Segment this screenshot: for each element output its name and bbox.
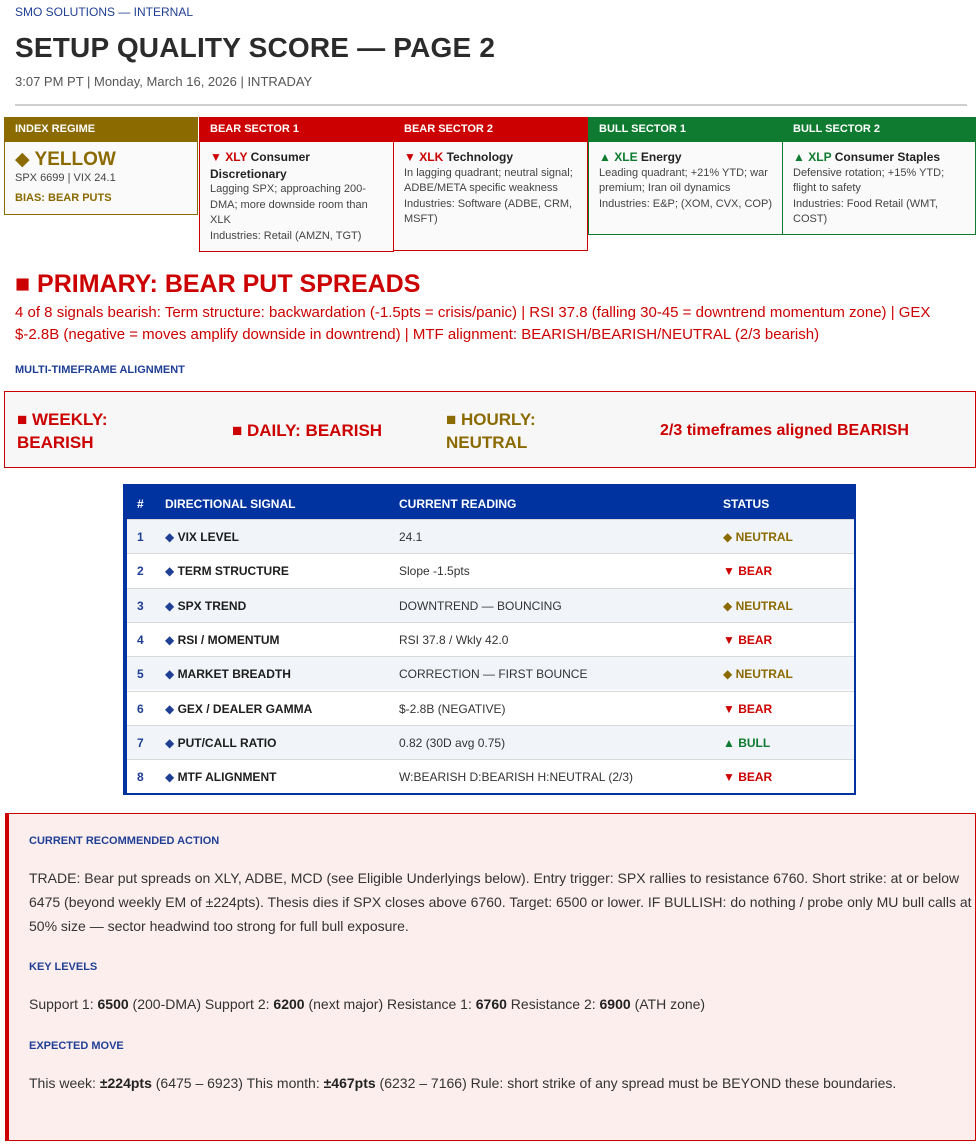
bear-sector-1-header: BEAR SECTOR 1: [199, 117, 394, 142]
bear-sector-1-card: [199, 117, 394, 252]
resistance-2-label: Resistance 2:: [510, 996, 596, 1012]
diamond-icon: ◆: [165, 564, 178, 579]
signal-reading: Slope -1.5pts: [399, 564, 470, 579]
signal-name: GEX / DEALER GAMMA: [177, 701, 313, 716]
bull-sector-1-card: [588, 117, 783, 235]
key-levels-heading: KEY LEVELS: [29, 961, 98, 973]
row-number: 7: [137, 735, 144, 750]
bear-arrow-icon: ▼: [210, 150, 222, 164]
week-value: ±224pts: [99, 1075, 152, 1091]
mtf-hourly: [446, 408, 536, 454]
sector-description: Defensive rotation; +15% YTD; flight to safety: [793, 166, 945, 194]
row-number: 8: [137, 770, 144, 785]
mtf-hourly-value: NEUTRAL: [446, 433, 528, 452]
signal-reading: W:BEARISH D:BEARISH H:NEUTRAL (2/3): [399, 770, 634, 785]
resistance-2-value: 6900: [599, 996, 631, 1012]
sector-name: Energy: [640, 150, 682, 164]
header-reading: CURRENT READING: [399, 497, 517, 511]
signal-name-cell: [165, 702, 312, 716]
bull-sector-1-header: BULL SECTOR 1: [588, 117, 783, 142]
signal-reading: DOWNTREND — BOUNCING: [399, 598, 562, 613]
signal-name: VIX LEVEL: [177, 530, 239, 544]
signal-reading: 24.1: [399, 530, 423, 544]
table-header: [127, 486, 854, 519]
signal-status: ▼ BEAR: [723, 770, 773, 785]
signal-name: RSI / MOMENTUM: [177, 632, 280, 647]
recommended-action-panel: [5, 813, 976, 1141]
signal-name-cell: [165, 633, 280, 647]
action-text: TRADE: Bear put spreads on XLY, ADBE, MCD (see Eligible Underlyings below). Entry trigger: SPX rallies to resistance 6760. Short strike: at or below 6475 (beyond weekly EM of ±224pts). Thesis dies if SPX closes above 6760. Target: 6500 or lower. IF BULLISH: do nothing / probe only MU bull calls at 50% size — sector headwind too strong for full bull exposure.: [29, 870, 972, 934]
directional-signals-table: [123, 484, 856, 795]
mtf-section-label: MULTI-TIMEFRAME ALIGNMENT: [15, 364, 185, 376]
table-row: [127, 759, 854, 793]
signal-reading: RSI 37.8 / Wkly 42.0: [399, 632, 509, 647]
diamond-icon: ◆: [165, 632, 178, 647]
support-1-value: 6500: [97, 996, 129, 1012]
table-row: [127, 519, 854, 553]
mtf-daily: ■ DAILY: BEARISH: [232, 421, 383, 440]
key-levels-text: [29, 992, 974, 1016]
sector-description: Leading quadrant; +21% YTD; war premium; Iran oil dynamics: [599, 166, 768, 194]
primary-strategy-title: ■ PRIMARY: BEAR PUT SPREADS: [15, 270, 421, 298]
signal-status: ▼ BEAR: [723, 564, 773, 579]
table-row: [127, 622, 854, 656]
sector-ticker: XLY: [225, 150, 248, 164]
row-number: 1: [137, 530, 144, 544]
signal-reading: CORRECTION — FIRST BOUNCE: [399, 667, 588, 682]
signal-status: ▲ BULL: [723, 735, 771, 750]
table-row: [127, 553, 854, 587]
support-1-label: Support 1:: [29, 996, 94, 1012]
sector-industries: Industries: E&P; (XOM, CVX, COP): [599, 197, 772, 210]
row-number: 2: [137, 564, 144, 579]
diamond-icon: ◆: [165, 735, 178, 750]
bear-sector-2-header: BEAR SECTOR 2: [393, 117, 588, 142]
signal-name-cell: [165, 667, 291, 681]
signal-name: TERM STRUCTURE: [177, 564, 289, 579]
sector-name: Technology: [446, 150, 514, 164]
bear-sector-2-card: [393, 117, 588, 251]
support-2-note: (next major): [308, 996, 384, 1012]
week-label: This week:: [29, 1075, 96, 1091]
support-2-label: Support 2:: [204, 996, 270, 1012]
mtf-weekly: [17, 408, 108, 454]
resistance-1-label: Resistance 1:: [387, 996, 472, 1012]
signal-name: SPX TREND: [177, 598, 247, 613]
bull-sector-2-header: BULL SECTOR 2: [782, 117, 976, 142]
signal-status: ▼ BEAR: [723, 701, 773, 716]
diamond-icon: ◆: [165, 667, 178, 682]
week-range: (6475 – 6923): [155, 1075, 243, 1091]
diamond-icon: ◆: [165, 701, 178, 716]
regime-bias: BIAS: BEAR PUTS: [15, 191, 112, 204]
header-divider: [15, 104, 967, 106]
row-number: 5: [137, 667, 144, 682]
sector-ticker: XLK: [419, 150, 444, 164]
month-value: ±467pts: [323, 1075, 376, 1091]
diamond-icon: ◆: [165, 770, 178, 785]
signal-name: PUT/CALL RATIO: [177, 735, 277, 750]
expected-move-rule: Rule: short strike of any spread must be BEYOND these boundaries.: [470, 1075, 897, 1091]
signal-status: ◆ NEUTRAL: [723, 667, 793, 682]
diamond-icon: ◆: [165, 598, 178, 613]
sector-name: Consumer Discretionary: [210, 150, 310, 181]
signal-name-cell: [165, 599, 246, 613]
index-regime-header: INDEX REGIME: [4, 117, 198, 142]
header-status: STATUS: [723, 497, 770, 511]
signal-name-cell: [165, 530, 239, 544]
signal-name-cell: [165, 736, 276, 750]
primary-strategy-description: 4 of 8 signals bearish: Term structure: backwardation (-1.5pts = crisis/panic) | RSI 37.8 (falling 30-45 = downtrend momentum zone) | GEX $-2.8B (negative = moves amplify downside in downtrend) | MTF alignment: BEARISH/BEARISH/NEUTRAL (2/3 bearish): [15, 304, 931, 343]
bull-sector-2-card: [782, 117, 976, 235]
signal-status: ◆ NEUTRAL: [723, 530, 793, 544]
page-title: SETUP QUALITY SCORE — PAGE 2: [15, 32, 496, 63]
brand-label: SMO SOLUTIONS — INTERNAL: [15, 5, 194, 19]
signal-name: MARKET BREADTH: [177, 667, 291, 682]
sector-name: Consumer Staples: [834, 150, 941, 164]
signal-status: ◆ NEUTRAL: [723, 598, 793, 613]
table-row: [127, 588, 854, 622]
month-label: This month:: [246, 1075, 320, 1091]
regime-stats: SPX 6699 | VIX 24.1: [15, 172, 116, 184]
month-range: (6232 – 7166): [379, 1075, 467, 1091]
mtf-weekly-value: BEARISH: [17, 433, 94, 452]
table-row: [127, 656, 854, 690]
header-number: #: [137, 497, 144, 511]
resistance-2-note: (ATH zone): [634, 996, 706, 1012]
expected-move-heading: EXPECTED MOVE: [29, 1040, 124, 1052]
support-1-note: (200-DMA): [132, 996, 202, 1012]
expected-move-text: [29, 1071, 974, 1095]
sector-ticker: XLP: [808, 150, 832, 164]
sector-ticker: XLE: [614, 150, 638, 164]
page-timestamp: 3:07 PM PT | Monday, March 16, 2026 | INTRADAY: [15, 74, 313, 89]
table-row: [127, 691, 854, 725]
action-heading: CURRENT RECOMMENDED ACTION: [29, 835, 220, 847]
sector-industries: Industries: Food Retail (WMT, COST): [793, 197, 938, 225]
mtf-hourly-label: ■ HOURLY:: [446, 410, 536, 429]
sector-industries: Industries: Retail (AMZN, TGT): [210, 229, 362, 242]
row-number: 6: [137, 701, 144, 716]
row-number: 3: [137, 598, 144, 613]
signal-reading: $-2.8B (NEGATIVE): [399, 701, 506, 716]
resistance-1-value: 6760: [475, 996, 507, 1012]
bull-arrow-icon: ▲: [599, 150, 611, 164]
sector-description: Lagging SPX; approaching 200-DMA; more downside room than XLK: [210, 183, 368, 226]
signal-name-cell: [165, 770, 276, 784]
regime-value: ◆ YELLOW: [15, 149, 116, 170]
signal-reading: 0.82 (30D avg 0.75): [399, 735, 506, 750]
mtf-summary: 2/3 timeframes aligned BEARISH: [660, 422, 909, 439]
signal-name: MTF ALIGNMENT: [177, 770, 277, 785]
sector-industries: Industries: Software (ADBE, CRM, MSFT): [404, 197, 573, 225]
bull-arrow-icon: ▲: [793, 150, 805, 164]
signal-name-cell: [165, 564, 289, 578]
mtf-weekly-label: ■ WEEKLY:: [17, 410, 108, 429]
diamond-icon: ◆: [165, 530, 178, 544]
sector-description: In lagging quadrant; neutral signal; ADBE/META specific weakness: [404, 166, 573, 194]
signal-status: ▼ BEAR: [723, 632, 773, 647]
header-signal: DIRECTIONAL SIGNAL: [165, 497, 296, 511]
mtf-alignment-panel: [4, 391, 976, 468]
row-number: 4: [137, 632, 144, 647]
support-2-value: 6200: [273, 996, 305, 1012]
bear-arrow-icon: ▼: [404, 150, 416, 164]
index-regime-card: [4, 117, 198, 215]
table-row: [127, 725, 854, 759]
